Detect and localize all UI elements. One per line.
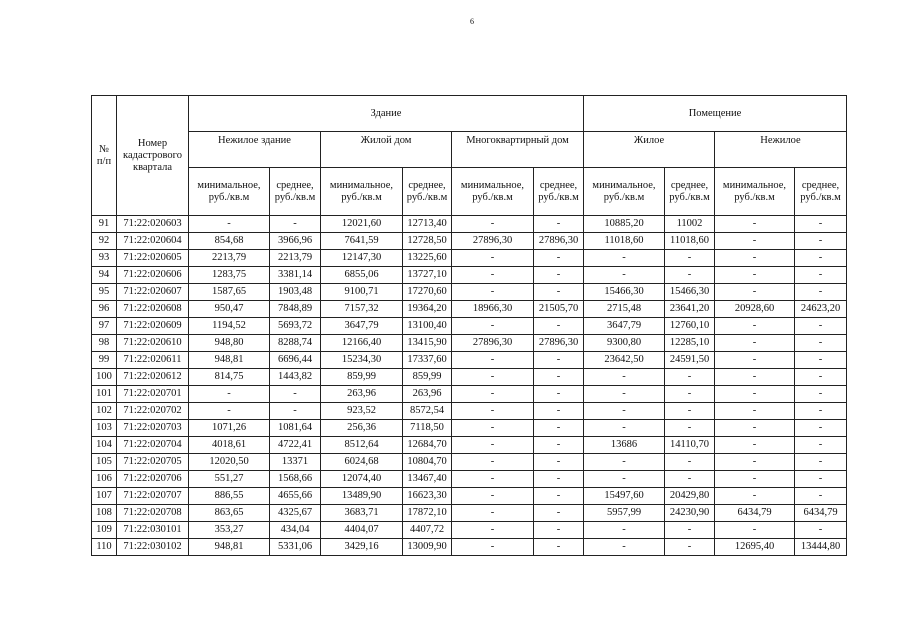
header-min: минимальное, руб./кв.м [321, 168, 403, 216]
value-cell: 6855,06 [321, 267, 403, 284]
value-cell: 1194,52 [189, 318, 270, 335]
value-cell: - [795, 335, 847, 352]
value-cell: 21505,70 [534, 301, 584, 318]
value-cell: 923,52 [321, 403, 403, 420]
row-number: 104 [92, 437, 117, 454]
value-cell: 1587,65 [189, 284, 270, 301]
value-cell: 24591,50 [665, 352, 715, 369]
value-cell: 6024,68 [321, 454, 403, 471]
cadastral-quarter-cell: 71:22:020605 [117, 250, 189, 267]
value-cell: 12147,30 [321, 250, 403, 267]
cadastral-quarter-cell: 71:22:020610 [117, 335, 189, 352]
table-row [92, 267, 847, 284]
value-cell: - [534, 403, 584, 420]
row-number: 105 [92, 454, 117, 471]
value-cell: - [534, 369, 584, 386]
value-cell: - [715, 420, 795, 437]
value-cell: 3381,14 [270, 267, 321, 284]
value-cell: 7641,59 [321, 233, 403, 250]
cadastral-quarter-cell: 71:22:020703 [117, 420, 189, 437]
value-cell: - [665, 471, 715, 488]
value-cell: 1443,82 [270, 369, 321, 386]
value-cell: 3966,96 [270, 233, 321, 250]
cadastral-quarter-cell: 71:22:020701 [117, 386, 189, 403]
value-cell: - [584, 454, 665, 471]
value-cell: - [534, 216, 584, 233]
value-cell: - [715, 318, 795, 335]
value-cell: 16623,30 [403, 488, 452, 505]
value-cell: 15466,30 [584, 284, 665, 301]
table-row [92, 233, 847, 250]
table-row [92, 437, 847, 454]
value-cell: - [534, 352, 584, 369]
value-cell: 7157,32 [321, 301, 403, 318]
value-cell: - [795, 233, 847, 250]
value-cell: - [665, 403, 715, 420]
value-cell: 6434,79 [795, 505, 847, 522]
value-cell: - [584, 403, 665, 420]
value-cell: 8572,54 [403, 403, 452, 420]
value-cell: - [534, 488, 584, 505]
table-row [92, 522, 847, 539]
cadastral-quarter-cell: 71:22:020702 [117, 403, 189, 420]
value-cell: 3429,16 [321, 539, 403, 556]
cadastral-quarter-cell: 71:22:020704 [117, 437, 189, 454]
value-cell: - [795, 522, 847, 539]
header-avg: среднее, руб./кв.м [403, 168, 452, 216]
value-cell: - [584, 369, 665, 386]
value-cell: 2715,48 [584, 301, 665, 318]
table-row [92, 369, 847, 386]
table-row [92, 318, 847, 335]
value-cell: 27896,30 [452, 335, 534, 352]
value-cell: - [665, 369, 715, 386]
value-cell: 3647,79 [321, 318, 403, 335]
value-cell: - [452, 250, 534, 267]
value-cell: 11002 [665, 216, 715, 233]
value-cell: - [715, 437, 795, 454]
value-cell: - [715, 454, 795, 471]
table-row [92, 403, 847, 420]
value-cell: - [715, 386, 795, 403]
header-avg: среднее, руб./кв.м [665, 168, 715, 216]
row-number: 99 [92, 352, 117, 369]
value-cell: 863,65 [189, 505, 270, 522]
value-cell: 950,47 [189, 301, 270, 318]
value-cell: 11018,60 [584, 233, 665, 250]
cadastral-quarter-cell: 71:22:020603 [117, 216, 189, 233]
header-min: минимальное, руб./кв.м [452, 168, 534, 216]
value-cell: 2213,79 [189, 250, 270, 267]
value-cell: 353,27 [189, 522, 270, 539]
value-cell: 814,75 [189, 369, 270, 386]
value-cell: 13727,10 [403, 267, 452, 284]
value-cell: - [665, 454, 715, 471]
value-cell: 17270,60 [403, 284, 452, 301]
value-cell: - [534, 318, 584, 335]
row-number: 107 [92, 488, 117, 505]
value-cell: - [665, 420, 715, 437]
value-cell: - [270, 216, 321, 233]
value-cell: - [452, 403, 534, 420]
value-cell: 24623,20 [795, 301, 847, 318]
header-min: минимальное, руб./кв.м [715, 168, 795, 216]
value-cell: 27896,30 [452, 233, 534, 250]
table-row [92, 250, 847, 267]
value-cell: 12684,70 [403, 437, 452, 454]
cadastral-quarter-cell: 71:22:020607 [117, 284, 189, 301]
value-cell: 12728,50 [403, 233, 452, 250]
value-cell: 7848,89 [270, 301, 321, 318]
header-residential-house: Жилой дом [321, 132, 452, 168]
value-cell: - [534, 386, 584, 403]
cadastral-quarter-cell: 71:22:020708 [117, 505, 189, 522]
value-cell: 9100,71 [321, 284, 403, 301]
value-cell: - [534, 437, 584, 454]
value-cell: - [452, 437, 534, 454]
cadastral-quarter-cell: 71:22:020707 [117, 488, 189, 505]
header-avg: среднее, руб./кв.м [534, 168, 584, 216]
row-number: 106 [92, 471, 117, 488]
table-row [92, 471, 847, 488]
value-cell: 23642,50 [584, 352, 665, 369]
value-cell: 17337,60 [403, 352, 452, 369]
value-cell: 5693,72 [270, 318, 321, 335]
value-cell: - [534, 522, 584, 539]
value-cell: - [189, 403, 270, 420]
value-cell: - [452, 386, 534, 403]
value-cell: 1568,66 [270, 471, 321, 488]
cadastral-quarter-cell: 71:22:020606 [117, 267, 189, 284]
cadastral-value-table [91, 95, 847, 556]
value-cell: - [189, 216, 270, 233]
value-cell: - [715, 267, 795, 284]
value-cell: 5957,99 [584, 505, 665, 522]
value-cell: 12021,60 [321, 216, 403, 233]
value-cell: - [795, 386, 847, 403]
row-number: 94 [92, 267, 117, 284]
value-cell: - [715, 233, 795, 250]
value-cell: - [270, 386, 321, 403]
value-cell: 263,96 [403, 386, 452, 403]
value-cell: - [715, 335, 795, 352]
value-cell: 12166,40 [321, 335, 403, 352]
value-cell: 3683,71 [321, 505, 403, 522]
value-cell: 4404,07 [321, 522, 403, 539]
value-cell: 11018,60 [665, 233, 715, 250]
table-row [92, 352, 847, 369]
value-cell: 859,99 [403, 369, 452, 386]
value-cell: - [795, 437, 847, 454]
value-cell: - [584, 522, 665, 539]
value-cell: - [534, 267, 584, 284]
value-cell: 1283,75 [189, 267, 270, 284]
row-number: 97 [92, 318, 117, 335]
cadastral-quarter-cell: 71:22:020612 [117, 369, 189, 386]
value-cell: - [534, 539, 584, 556]
value-cell: 948,81 [189, 539, 270, 556]
row-number: 96 [92, 301, 117, 318]
table-row [92, 505, 847, 522]
value-cell: 12074,40 [321, 471, 403, 488]
header-residential-premises: Жилое [584, 132, 715, 168]
header-nonresidential-building: Нежилое здание [189, 132, 321, 168]
page-number: 6 [470, 17, 474, 26]
value-cell: - [452, 505, 534, 522]
row-number: 100 [92, 369, 117, 386]
cadastral-quarter-cell: 71:22:020611 [117, 352, 189, 369]
value-cell: 551,27 [189, 471, 270, 488]
value-cell: 13489,90 [321, 488, 403, 505]
value-cell: - [452, 539, 534, 556]
row-number: 102 [92, 403, 117, 420]
header-avg: среднее, руб./кв.м [795, 168, 847, 216]
value-cell: 7118,50 [403, 420, 452, 437]
value-cell: - [584, 267, 665, 284]
value-cell: 8512,64 [321, 437, 403, 454]
value-cell: 4018,61 [189, 437, 270, 454]
value-cell: 13467,40 [403, 471, 452, 488]
value-cell: 854,68 [189, 233, 270, 250]
value-cell: - [795, 284, 847, 301]
value-cell: - [715, 216, 795, 233]
value-cell: - [795, 403, 847, 420]
value-cell: 20928,60 [715, 301, 795, 318]
header-apartment-building: Многоквартирный дом [452, 132, 584, 168]
value-cell: - [715, 369, 795, 386]
value-cell: - [452, 454, 534, 471]
row-number: 108 [92, 505, 117, 522]
header-premises: Помещение [584, 96, 847, 132]
value-cell: 13444,80 [795, 539, 847, 556]
value-cell: 6434,79 [715, 505, 795, 522]
value-cell: - [795, 216, 847, 233]
value-cell: 15497,60 [584, 488, 665, 505]
value-cell: 10885,20 [584, 216, 665, 233]
value-cell: - [452, 420, 534, 437]
table-row [92, 539, 847, 556]
value-cell: 13225,60 [403, 250, 452, 267]
value-cell: 19364,20 [403, 301, 452, 318]
value-cell: 948,81 [189, 352, 270, 369]
value-cell: 4325,67 [270, 505, 321, 522]
value-cell: 13100,40 [403, 318, 452, 335]
header-nonresidential-premises: Нежилое [715, 132, 847, 168]
row-number: 93 [92, 250, 117, 267]
table-row [92, 301, 847, 318]
value-cell: 17872,10 [403, 505, 452, 522]
value-cell: 20429,80 [665, 488, 715, 505]
value-cell: 23641,20 [665, 301, 715, 318]
value-cell: 13371 [270, 454, 321, 471]
row-number: 91 [92, 216, 117, 233]
value-cell: - [452, 318, 534, 335]
value-cell: - [452, 488, 534, 505]
value-cell: - [795, 454, 847, 471]
value-cell: - [715, 522, 795, 539]
value-cell: - [534, 454, 584, 471]
cadastral-quarter-cell: 71:22:020706 [117, 471, 189, 488]
row-number: 110 [92, 539, 117, 556]
value-cell: 434,04 [270, 522, 321, 539]
value-cell: 27896,30 [534, 233, 584, 250]
cadastral-quarter-cell: 71:22:020705 [117, 454, 189, 471]
value-cell: 15234,30 [321, 352, 403, 369]
value-cell: 8288,74 [270, 335, 321, 352]
table-row [92, 284, 847, 301]
cadastral-quarter-cell: 71:22:020608 [117, 301, 189, 318]
row-number: 101 [92, 386, 117, 403]
cadastral-quarter-cell: 71:22:030101 [117, 522, 189, 539]
value-cell: 12760,10 [665, 318, 715, 335]
value-cell: - [795, 369, 847, 386]
value-cell: - [534, 284, 584, 301]
value-cell: 12020,50 [189, 454, 270, 471]
row-number: 95 [92, 284, 117, 301]
value-cell: - [715, 403, 795, 420]
header-min: минимальное, руб./кв.м [584, 168, 665, 216]
value-cell: - [715, 250, 795, 267]
value-cell: - [715, 488, 795, 505]
table-row [92, 386, 847, 403]
value-cell: - [584, 420, 665, 437]
value-cell: - [534, 471, 584, 488]
value-cell: 24230,90 [665, 505, 715, 522]
value-cell: - [452, 267, 534, 284]
row-number: 98 [92, 335, 117, 352]
value-cell: - [452, 369, 534, 386]
value-cell: 1903,48 [270, 284, 321, 301]
value-cell: - [270, 403, 321, 420]
value-cell: - [795, 488, 847, 505]
value-cell: 12285,10 [665, 335, 715, 352]
value-cell: - [665, 539, 715, 556]
value-cell: - [584, 386, 665, 403]
value-cell: 12695,40 [715, 539, 795, 556]
value-cell: 10804,70 [403, 454, 452, 471]
value-cell: - [665, 386, 715, 403]
value-cell: 6696,44 [270, 352, 321, 369]
table-row [92, 420, 847, 437]
value-cell: 12713,40 [403, 216, 452, 233]
row-number: 103 [92, 420, 117, 437]
row-number: 109 [92, 522, 117, 539]
value-cell: 1071,26 [189, 420, 270, 437]
value-cell: 3647,79 [584, 318, 665, 335]
value-cell: - [715, 471, 795, 488]
value-cell: 13686 [584, 437, 665, 454]
table-row [92, 488, 847, 505]
header-building: Здание [189, 96, 584, 132]
value-cell: - [795, 471, 847, 488]
value-cell: - [452, 522, 534, 539]
value-cell: - [795, 352, 847, 369]
value-cell: - [534, 420, 584, 437]
value-cell: 256,36 [321, 420, 403, 437]
value-cell: - [452, 352, 534, 369]
value-cell: - [795, 420, 847, 437]
value-cell: - [584, 539, 665, 556]
value-cell: - [189, 386, 270, 403]
cadastral-quarter-cell: 71:22:020609 [117, 318, 189, 335]
value-cell: - [795, 318, 847, 335]
value-cell: - [715, 284, 795, 301]
value-cell: - [584, 471, 665, 488]
header-min: минимальное, руб./кв.м [189, 168, 270, 216]
value-cell: 27896,30 [534, 335, 584, 352]
value-cell: 948,80 [189, 335, 270, 352]
value-cell: 18966,30 [452, 301, 534, 318]
value-cell: - [534, 505, 584, 522]
value-cell: - [452, 284, 534, 301]
value-cell: 13009,90 [403, 539, 452, 556]
value-cell: - [795, 250, 847, 267]
value-cell: - [584, 250, 665, 267]
row-number: 92 [92, 233, 117, 250]
value-cell: 9300,80 [584, 335, 665, 352]
value-cell: 4722,41 [270, 437, 321, 454]
value-cell: 859,99 [321, 369, 403, 386]
value-cell: - [452, 471, 534, 488]
value-cell: 14110,70 [665, 437, 715, 454]
value-cell: 5331,06 [270, 539, 321, 556]
header-cadastral-quarter: Номер кадастрового квартала [117, 96, 189, 216]
value-cell: 1081,64 [270, 420, 321, 437]
table-row [92, 454, 847, 471]
value-cell: 15466,30 [665, 284, 715, 301]
value-cell: 263,96 [321, 386, 403, 403]
value-cell: 4655,66 [270, 488, 321, 505]
value-cell: - [665, 522, 715, 539]
value-cell: - [665, 250, 715, 267]
table-row [92, 216, 847, 233]
table-row [92, 335, 847, 352]
value-cell: 886,55 [189, 488, 270, 505]
cadastral-quarter-cell: 71:22:020604 [117, 233, 189, 250]
cadastral-quarter-cell: 71:22:030102 [117, 539, 189, 556]
header-number: № п/п [92, 96, 117, 216]
value-cell: - [452, 216, 534, 233]
value-cell: - [534, 250, 584, 267]
value-cell: - [665, 267, 715, 284]
header-avg: среднее, руб./кв.м [270, 168, 321, 216]
value-cell: 4407,72 [403, 522, 452, 539]
value-cell: 13415,90 [403, 335, 452, 352]
value-cell: 2213,79 [270, 250, 321, 267]
value-cell: - [715, 352, 795, 369]
table-body [92, 216, 847, 556]
value-cell: - [795, 267, 847, 284]
